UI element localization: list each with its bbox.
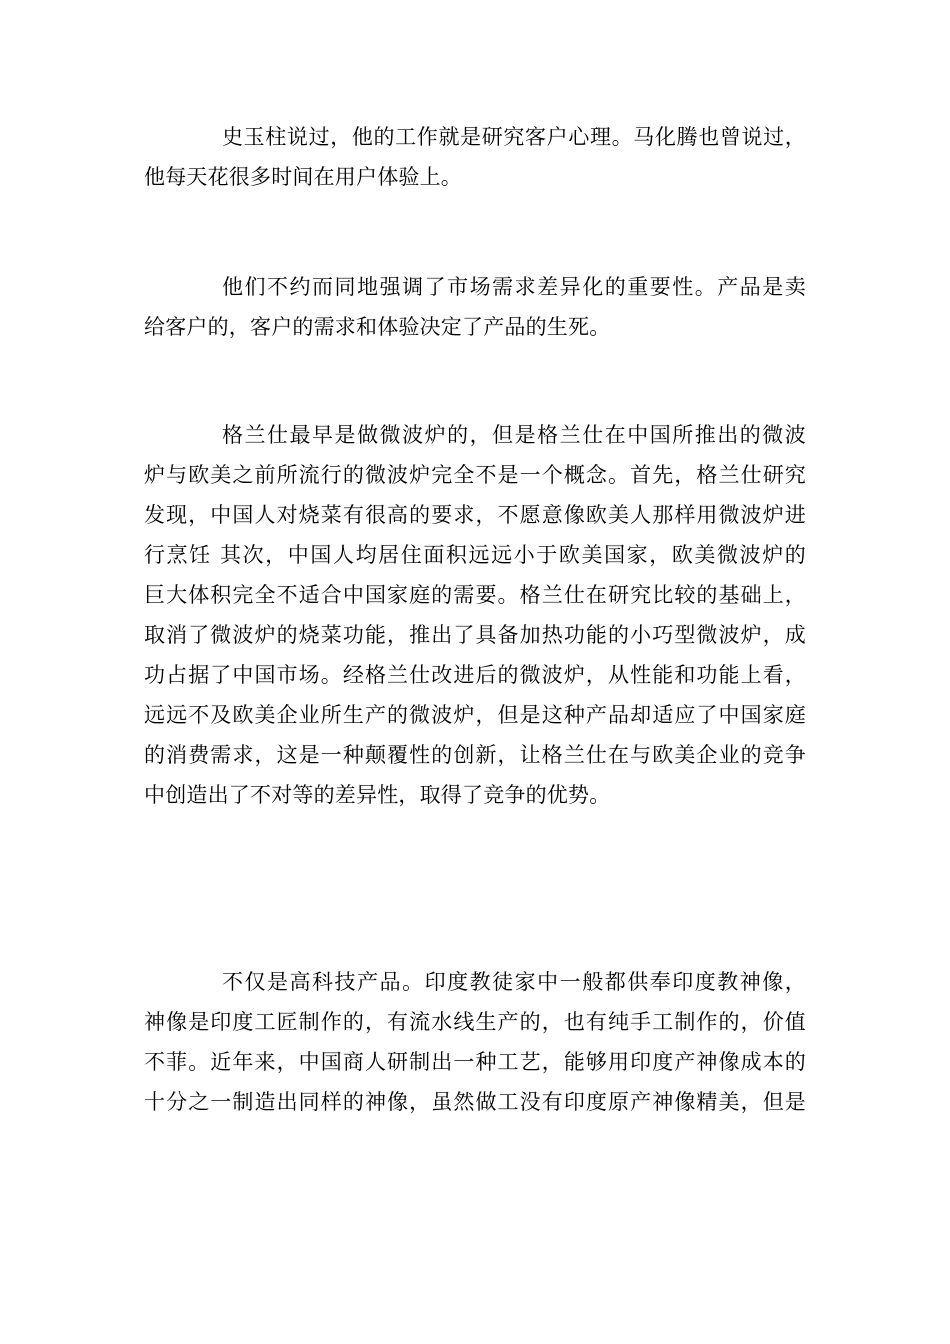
paragraph-line: 他每天花很多时间在用户体验上。 bbox=[144, 165, 462, 189]
paragraph-line: 中创造出了不对等的差异性，取得了竞争的优势。 bbox=[144, 783, 611, 807]
paragraph-line: 十分之一制造出同样的神像，虽然做工没有印度原产神像精美，但是 bbox=[144, 1090, 806, 1114]
paragraph-line: 神像是印度工匠制作的，有流水线生产的，也有纯手工制作的，价值 bbox=[144, 1010, 806, 1034]
paragraph-4 bbox=[144, 962, 806, 1122]
paragraph-line: 巨大体积完全不适合中国家庭的需要。格兰仕在研究比较的基础上， bbox=[144, 583, 806, 607]
paragraph-2 bbox=[144, 267, 806, 347]
paragraph-line: 不菲。近年来，中国商人研制出一种工艺，能够用印度产神像成本的 bbox=[144, 1050, 806, 1074]
paragraph-line: 功占据了中国市场。经格兰仕改进后的微波炉，从性能和功能上看， bbox=[144, 663, 806, 687]
paragraph-line: 发现，中国人对烧菜有很高的要求，不愿意像欧美人那样用微波炉进 bbox=[144, 503, 806, 527]
paragraph-line: 给客户的，客户的需求和体验决定了产品的生死。 bbox=[144, 315, 611, 339]
paragraph-line: 远远不及欧美企业所生产的微波炉，但是这种产品却适应了中国家庭 bbox=[144, 703, 806, 727]
paragraph-1 bbox=[144, 117, 806, 197]
paragraph-line: 行烹饪 其次，中国人均居住面积远远小于欧美国家，欧美微波炉的 bbox=[144, 543, 806, 567]
paragraph-line: 炉与欧美之前所流行的微波炉完全不是一个概念。首先，格兰仕研究 bbox=[144, 463, 806, 487]
paragraph-line: 史玉柱说过，他的工作就是研究客户心理。马化腾也曾说过， bbox=[222, 125, 806, 149]
paragraph-line: 取消了微波炉的烧菜功能，推出了具备加热功能的小巧型微波炉，成 bbox=[144, 623, 806, 647]
paragraph-line: 的消费需求，这是一种颠覆性的创新，让格兰仕在与欧美企业的竞争 bbox=[144, 743, 806, 767]
paragraph-line: 他们不约而同地强调了市场需求差异化的重要性。产品是卖 bbox=[222, 275, 806, 299]
paragraph-line: 不仅是高科技产品。印度教徒家中一般都供奉印度教神像， bbox=[222, 970, 806, 994]
paragraph-line: 格兰仕最早是做微波炉的，但是格兰仕在中国所推出的微波 bbox=[222, 423, 806, 447]
paragraph-3 bbox=[144, 415, 806, 815]
